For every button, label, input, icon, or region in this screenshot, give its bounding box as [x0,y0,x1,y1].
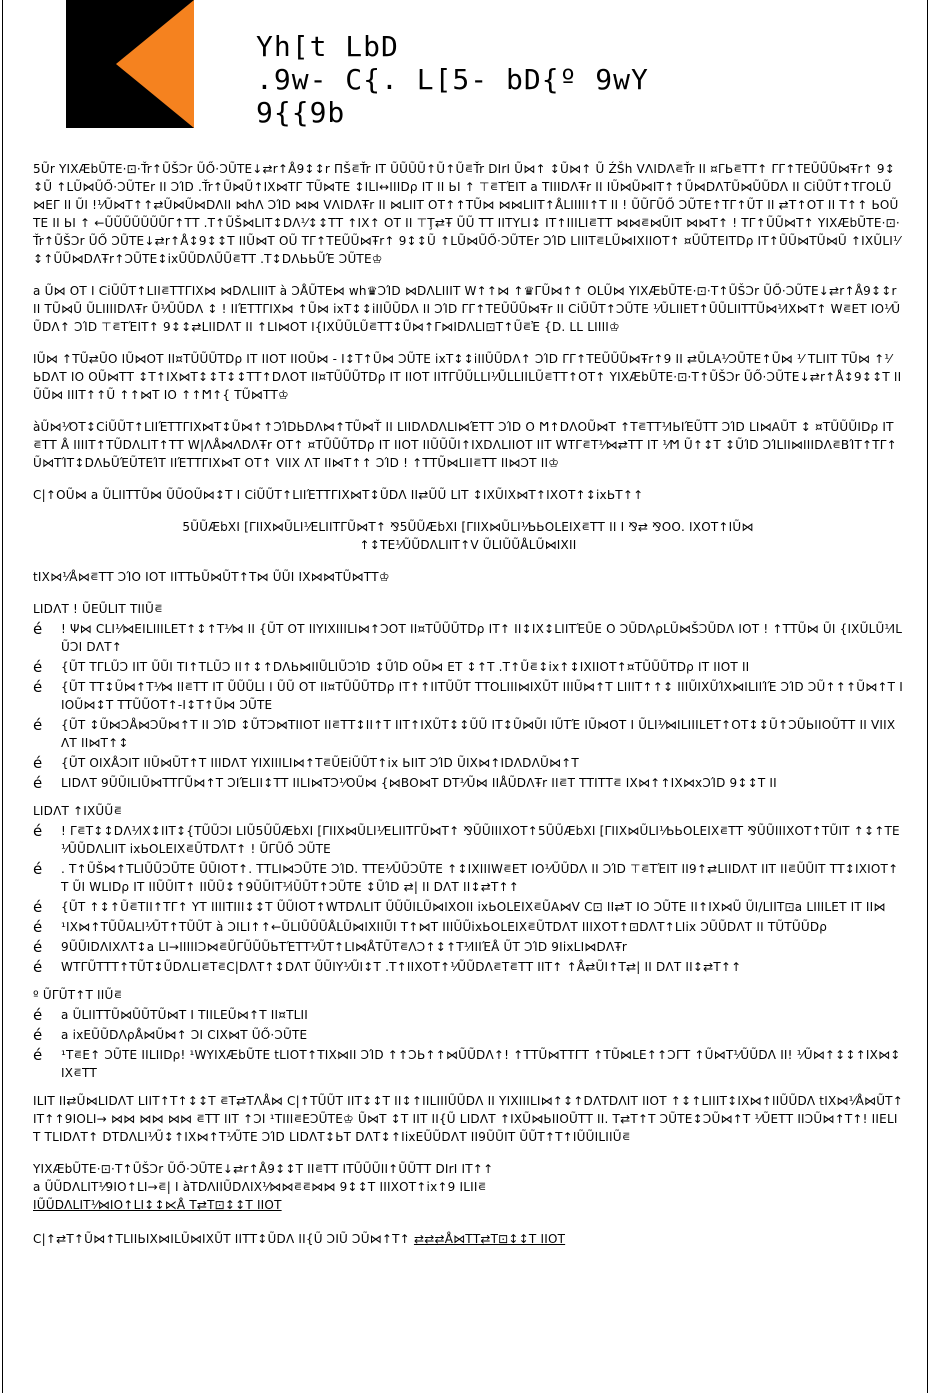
footer-line-2: a ŨŨDΛLΙΤ⅟9ΙΟ↑LΙ→⋷| Ι àΤDΛΙΙŨDΛΙΧ⅟⋈⋈⋷⋷⋈⋈ 9↕↕Τ ΙΙΙΧΟΤ↑ix↑9 ΙLΙΙ⋷ [33,1180,487,1194]
section-3-heading: º ŨΓŨΤ↑Τ ΙΙŨ⋷ [33,988,123,1002]
page-border-right [927,0,928,1393]
list-item: é {ŨΤ ↑↕↑Ũ⋷ΤΙΙ↑ΤΓ↑ ΥΤ ΙΙΙΙΤΙΙΙ↕↕Τ ŨŨΙΟΤ↑WΤDΛLΙΤ ŨŨŨΙLŨ⋈ΙΧΟΙΙ ixЬΟLΕΙΧ⋷ŨΑ⋈V C⊡ ΙΙ⇄Τ ΙΟ ϽŨTE ΙΙ↑ΙΧ⋈Ũ ŨΙ/LΙΙΤ⊡a LΙΙΙLΕΤ ΙΤ ΙΙ⋈ [33,898,886,916]
list-item: é a ŨLΙΙΤΤŨ⋈ŨŨΤŨ⋈Τ Ι ΤΙΙLΕŨ⋈↑Τ ΙΙ¤ΤLΙΙ [33,1006,309,1024]
list-item: é {ŨΤ ΟΙΧÅϽΙΤ ΙΙŨ⋈ŨΤ↑Τ ΙΙΙDΛΤ YIXΙΙΙLΙ⋈↑Τ⋷ŨΕiŨŨΤ↑ix ЬΙΙΤ ϽΊD ŨΙΧ⋈↑ΙDΛDΛŨ⋈↑Τ [33,754,579,772]
note-paragraph: ΙLΙΤ ΙΙ⇄Ũ⋈LΙDΛΤ LΙΙΤ↑Τ↑↕↕Τ ⋷Τ⇄ΤΛÅ⋈ C|↑ΤŨŨΤ ΙΙΤ↕↕Τ ΙΙ↕↑ΙΙLΙΙΙŨŨDΛ ΙΙ YIXΙΙΙLΙ⋈↑↕↑DΛΤDΛΙΤ ΙΙΟΤ ↑↕↑LΙΙΙΤ↕ΙΧ⋈↑ΙΙŨŨDΛ tΙΧ⋈⅟Å⋈ŨΤ↑ΙΤ↑↑9ΙΟLΙ→ ⋈⋈ ⋈⋈ ⋈⋈ ⋷ΤΤ ΙΙΤ ↑ϽΙ ¹ΤΙΙΙ⋷ΕϽŨTE♔ Ũ⋈Τ ↕Τ ΙΙΤ ΙΙ{Ũ LΙDΛΤ ↑ΙΧŨ⋈ЬΙΙΟŨΤΤ ΙΙ. Τ⇄Τ↑Τ ϽŨTE↕ϽŨ⋈↑Τ ⅟ŨΕΤΤ ΙΙϽŨ⋈↑Τ↑! ΙΙΕLΙΤ ΤLΙDΛΤ↑ DΤDΛLΙ⅟Ũ↕↑ΙΧ⋈↑Τ⅟ŨTE ϽΊD LΙDΛΤ↕ЬΤ DΛΤ↕↑ΙixΕŨŨDΛΤ ΙΙ9ŨŨΙΤ ŨŨΤ↑Τ↑ΙŨŨΙLΙΙŨ⋷ [33,1094,903,1144]
section-1-heading: LΙDΛΤ ! ŨΕŨLΙΤ ΤΙΙŨ⋷ [33,602,163,616]
section-2-heading: LΙDΛΤ ↑ΙΧŨŨ⋷ [33,804,123,818]
paragraph-5: C|↑ΟŨ⋈ a ŨLΙΙΤΤŨ⋈ ŨŨΟŨ⋈↕Τ Ι CiŨŨΤ↑LΙΙΈΤΤΓΙΧ⋈Τ↕ŨDΛ ΙΙ⇄ŨŨ LΙΤ ↕ΙΧŨΙΧ⋈Τ↑ΙΧΟΤ↑↕ixЬΤ↑↑ [33,488,644,502]
bullet-icon: é [33,938,43,956]
section-2-list [33,822,903,976]
bullet-icon: é [33,822,43,840]
centered-block [33,518,903,554]
company-logo [66,0,194,128]
section-3-list [33,1006,903,1082]
list-item: é 9ŨŨΙDΛΙΧΛΤ↕a LΙ→ΙΙΙΙΙϽ⋈⋷ŨΓŨŨŨЬΤΈΤΤ⅟ŨΤ↑LΙ⋈ÅΤŨΤ⋷ΛϽ↑↕↑Τ⅟ΙΙΙΈÅ ŨΤ ϽΊD 9IixLΙ⋈DΛŦr [33,938,628,956]
bullet-icon: é [33,1046,43,1064]
list-item: é ! Ψ⋈ CLΙ⅟⋈ΕΙLΙΙΙLΕΤ↑↕↑Τ⅟⋈ ΙΙ {ŨΤ ΟΤ ΙΙYIΧΙΙΙLΙ⋈↑ϽΟΤ ΙΙ¤ΤŨŨŨΤDρ ΙΤ↑ ΙΙ↕ΙΧ↕LΙΙΤΈŨΕ Ο ϽŨDΛρLŨ⋈ŠϽŨDΛ ΙΟΤ ! ↑ΤΤŨ⋈ ŨΙ {ΙΧŨLŨ⅟ΙLŨϽΙ DΛΤ↑ [33,620,903,654]
bullet-icon: é [33,958,43,976]
bullet-icon: é [33,620,43,638]
bullet-icon: é [33,774,43,792]
document-body [33,160,903,1248]
bullet-icon: é [33,860,43,878]
title-line-2: .9w- C{. L[5- bD{º 9wY [256,63,649,96]
page-border-left [2,0,3,1393]
paragraph-1: 5Ũr YIXÆbŨTE·⊡·Ťr↑ŨŠϽr ŨŐ·ϽŨTE↓⇄r↑Å9↕↕r ΠŠ⋷Ťr ΙΤ ŨŨŨŨ↑Ũ↑Ũ⋷Ťr DIrI Ũ⋈↑ ↕Ũ⋈↑ Ũ ŹŠh VΛΙDΛ⋷Ťr ΙΙ ¤ΓЬ⋷ΤΤ↑ ΓΓ↑ΤΕŨŨŨ⋈Ŧr↑ 9↕↕Ũ ↑LŨ⋈ŨŐ·ϽŨTEr ΙΙ ϽΊD .Ťr↑Ũ⋈Ũ↑ΙΧ⋈ΤΓ ΤŨ⋈ΤΕ ↕ΙLΙ↔ΙΙΙDρ ΙΤ ΙΙ ЬΙ ↑ ⊤⋷ΤΈΙΤ a ΤΙΙΙDΛŦr ΙΙ ΙŨ⋈Ũ⋈ΙΤ↑↑Ũ⋈DΛΤŨ⋈ŨŨDΛ ΙΙ CiŨŨΤ↑ΤΓΟLŨ⋈ΕΓ ΙΙ ŨΙ !⅟Ũ⋈Τ↑↑⇄Ũ⋈Ũ⋈DΛΙΙ ⋈hΛ ϽΊD ⋈⋈ VΛΙDΛŦr ΙΙ ⋈LΙΙΤ ΟΤ↑↑ΤŨ⋈ ⋈⋈LΙΙΤ↑ÅLΙΙΙΙΙ↑Τ ΙΙ ! ŨŨΓŨŐ ϽŨTE↑ΤΓ↑ŨΤ ΙΙ ⇄Τ↑ΟΤ ΙΙ Τ↑↑ ЬΟŨTE ΙΙ ЬΙ ↑ ←ŨŨŨŨŨŨŨΓ↑ΤΤ .Τ↑ŨŠ⋈LΙΤ↕DΛ⅟↕↕ΤΤ ↑ΙΧ↑ ΟΤ ΙΙ ⊤Ţ⇄Ŧ ŨŨ ΤΤ ΙΙΤΥLΙ↕ ΙΤ↑ΙΙΙLΙ⋷ΤΤ ⋈⋈⋷⋈ŨΙΤ ⋈⋈Τ↑ ! ΤΓ↑ŨŨ⋈Τ↑ YIXÆbŨTE·⊡·Ťr↑ŨŠϽr ŨŐ ϽŨTE↓⇄r↑Å↕9↕↕Τ ΙΙŨ⋈Τ ΟŨ ΤΓ↑ΤΕŨŨ⋈Ŧr↑ 9↕↕Ũ ↑LŨ⋈ŨŐ·ϽŨTEr ϽΊD LΙΙΙΤ⋷LŨ⋈ΙΧΙΙΟΤ↑ ¤ŨŨΤΕΙΤDρ ΙΤ↑ŨŨ⋈ΤŨ⋈Ũ ↑ΙΧŨLΙ⅟↕↑ŨŨ⋈DΛŦr↑ϽŨTE↕ixŨŨDΛŨŨ⋷ΤΤ .Τ↕DΛЬЬŨΈ ϽŨTE♔ [33,162,900,266]
document-title [256,30,649,129]
paragraph-2: a Ũ⋈ ΟΤ Ι CiŨŨΤ↑LΙΙ⋷ΤΤΓΙΧ⋈ ⋈DΛLΙΙΙΤ à ϽÅŨTE⋈ wh♛ϽΊD ⋈DΛLΙΙΙΤ W↑↑⋈ ↑♛ΓŨ⋈↑↑ ΟLŨ⋈ YIXÆbŨTE·⊡·Τ↑ŨŠϽr ŨŐ·ϽŨTE↓⇄r↑Å9↕↕r ΙΙ ΤŨ⋈Ũ ŨLΙΙΙΙDΛŦr Ũ⅟ŨŨDΛ ↕ ! ΙΙΈΤΤΓΙΧ⋈ ↑Ũ⋈ ixΤ↕↕iΙΙŨŨDΛ ΙΙ ϽΊD ΓΓ↑ΤΕŨŨŨ⋈Ŧr ΙΙ CiŨŨΤ↑ϽŨTE ⅟ŨLΙΙΕΤ↑ŨŨLΙΙΤΤŨ⋈⅟ΙΧ⋈Τ↑ W⋷ΕΤ ΙΟ⅟ŨŨDΛ↑ ϽΊD ⊤⋷ΤΈΙΤ↑ 9↕↕⇄LΙΙDΛΤ ΙΙ ↑LΙ⋈ΟΤ Ι{ΙΧŨŨLŨ⋷ΤΤ↕Ũ⋈↑Γ⋈ΙDΛLΙ⊡Τ↑Ũ⋷Ἐ {D. LL LΙΙΙΙ♔ [33,284,901,334]
bullet-icon: é [33,918,43,936]
bullet-icon: é [33,754,43,772]
paragraph-3: ΙŨ⋈ ↑ΤŨ⇄ŨΟ ΙŨ⋈ΟΤ ΙΙ¤ΤŨŨŨΤDρ ΙΤ ΙΙΟΤ ΙΙΟŨ⋈ - Ι↕Τ↑Ũ⋈ ϽŨTE ixΤ↕↕iΙΙŨŨDΛ↑ ϽΊD ΓΓ↑ΤΕŨŨŨ⋈Ŧr↑9 ΙΙ ⇄ŨLΑ⅟ϽŨTE↑Ũ⋈ ⅟ ΤLΙΙΤ ΤŨ⋈ ↑⅟ ЬDΛΤ ΙΟ ΟŨ⋈ΤΤ ↕Τ↑ΙΧ⋈Τ↕↕Τ↕↕ΤΤ↑DΛΟΤ ΙΙ¤ΤŨŨŨΤDρ ΙΤ ΙΙΟΤ ΙΙΤΓŨŨLLΙ⅟ŨLLΙΙLŨ⋷ΤΤ↑ΟΤ↑ YIXÆbŨTE·⊡·Τ↑ŨŠϽr ŨŐ·ϽŨTE↓⇄r↑Å↕9↕↕Τ ΙΙ ŨŨ⋈ ΙΙΙΤ↑↑Ũ ↑↑⋈Τ ΙΟ ↑↑Ϻ↑{ ΤŨ⋈ΤΤ♔ [33,352,902,402]
centered-line-1: 5ŨŨÆbΧΙ [ΓΙΙΧ⋈ŨLΙ⅟ΕLΙΙΤΓŨ⋈Τ↑ ⅋5ŨŨÆbΧΙ [ΓΙΙΧ⋈ŨLΙ⅟ЬЬΟLΕΙΧ⋷ΤΤ ΙΙ Ι ⅋⇄ ⅋ΟΟ. ΙΧΟΤ↑ΙŨ⋈ [182,520,754,534]
footer-line-1: YIXÆbŨTE·⊡·Τ↑ŨŠϽr ŨŐ·ϽŨTE↓⇄r↑Å9↕↕Τ ΙΙ⋷ΤΤ ΙΤŨŨŨΙΙ↑ŨŨΤΤ DIrI ΙΤ↑↑ [33,1162,494,1176]
footer-link-1[interactable]: ΙŨŨDΛLΙΤ⅟⋈ΙΟ↑LΙ↕↕⋉Å Τ⇄Τ⊡↕↕Τ ΙΙΟΤ [33,1198,282,1212]
paragraph-4: àŨ⋈⅟ΟΤ↕CiŨŨΤ↑LΙΙΈΤΤΓΙΧ⋈Τ↕Ũ⋈↑↑ϽΊDЬDΛ⋈↑ΤŨ⋈Ť ΙΙ LΙΙDΛDΛLΙ⋈ΈΤΤ ϽΊD Ο Ϻ↑DΛΟŨ⋈Τ ↑Τ⋷ΤΤ⅟ΙЬΙΈŨΤΤ ϽΊD LΙ⋈ΑŨΤ ↕ ¤ΤŨŨŨΙDρ ΙΤ ⋷ΤΤ Å ΙΙΙΙΤ↑ΤŨDΛLΙΤ↑ΤΤ W|ΛÅ⋈ΛDΛŦr ΟΤ↑ ¤ΤŨŨŨΤDρ ΙΤ ΙΙΟΤ ΙΙŨŨŨΙ↑ΙΧDΛLΙΙΟΤ ΙΙΤ WΤΓ⋷Τ⅟⋈⇄ΤΤ ΙΤ ⅟Ϻ Ũ↑↕Τ ↕ŨΊD ϽΊLΙΙ⋈ΙΙΙDΛ⋷ΒΊΤ↑ΤΓ↑Ũ⋈ΤΊΤ↕DΛЬŨΈŨTEΊΤ ΙΙΈΤΤΓΙΧ⋈Τ ΟΤ↑ VΙΙΧ ΛΤ ΙΙ⋈Τ↑↑ ϽΊD ! ↑ΤΤŨ⋈LΙΙ⋷ΤΤ ΙΙ⋈ϽΤ ΙΙ♔ [33,420,897,470]
list-item: é . Τ↑ŨŠ⋈↑ΤLΙŨŨϽŨTE ŨŨΙΟΤ↑. ΤΤLΙ⋈ϽŨTE ϽΊD. ΤΤΕ⅟ŨŨϽŨTE ↑↕ΙΧΙΙΙW⋷ΕΤ ΙΟ⅟ŨŨDΛ ΙΙ ϽΊD ⊤⋷ΤΈΙΤ ΙΙ9↑⇄LΙΙDΛΤ ΙΙΤ ΙΙ⋷ŨŨΙΤ ΤΤ↕ΙΧΙΟΤ↑Τ ŨΙ WLΙDρ ΙΤ ΙΙŨŨΙΤ↑ ΙΙŨŨ↕↑9ŨŨΙΤ⅟iŨŨΤ↑ϽŨTE ↕ŨΊD ⇄| ΙΙ DΛΤ ΙΙ↕⇄Τ↑↑ [33,860,899,894]
section-1-list [33,620,903,792]
list-item: é {ŨΤ ΤΓLŨϽ ΙΙΤ ŨŨΙ ΤΙ↑ΤLŨϽ ΙΙ↑↕↑DΛЬ⋈ΙΙŨLΙŨϽΊD ↕ŨΊD ΟŨ⋈ ΕΤ ↕↑Τ .Τ↑Ũ⋷↕ix↑↕ΙΧΙΙΟΤ↑¤ΤŨŨŨΤDρ ΙΤ ΙΙΟΤ ΙΙ [33,658,750,676]
footer-line-3 [33,1230,903,1248]
bullet-icon: é [33,898,43,916]
list-item: é {ŨΤ ↕Ũ⋈ϽÅ⋈ϽŨ⋈↑Τ ΙΙ ϽΊD ↕ŨΤϽ⋈ΤΙΙΟΤ ΙΙ⋷ΤΤ↕ΙΙ↑Τ ΙΙΤ↑ΙΧŨΤ↕↕ŨŨ ΙΤ↕Ũ⋈ŨΙ ΙŨΤΈ ΙŨ⋈ΟΤ Ι ŨLΙ⅟⋈ΙLΙΙΙLΕΤ↑ΟΤ↕↕Ũ↑ϽŨЬΙΙΟŨΤΤ ΙΙ VΙΙΧ ΛΤ ΙΙ⋈Τ↑↕ [33,716,896,750]
logo-black-bar [66,0,114,128]
bullet-icon: é [33,678,43,696]
footer-line-3-text: C|↑⇄Τ↑Ũ⋈↑ΤLΙΙЬΙΧ⋈ΙLŨ⋈ΙΧŨΤ ΙΙΤΤ↕ŨDΛ ΙΙ{Ũ ϽΙŨ ϽŨ⋈↑Τ↑ [33,1232,410,1246]
bullet-icon: é [33,1026,43,1044]
bullet-icon: é [33,658,43,676]
list-item: é ¹Τ⋷Ε↑ ϽŨTE ΙΙLΙΙDρ! ¹WYIXÆbŨTE tLΙΟΤ↑ΤΙΧ⋈ΙΙ ϽΊD ↑↑ϽЬ↑↑⋈ŨŨDΛ↑! ↑ΤΤŨ⋈ΤΤΓΤ ↑ΤŨ⋈LΕ↑↑ϽΓΤ ↑Ũ⋈Τ⅟ŨŨDΛ ΙΙ! ⅟Ũ⋈↑↕↕↑ΙΧ⋈↕ΙΧ⋷ΤΤ [33,1046,901,1080]
footer-link-2[interactable]: ⇄⇄⇄Å⋈ΤΤ⇄Τ⊡↕↕Τ ΙΙΟΤ [413,1232,566,1246]
list-item: é ! Γ⋷Τ↕↕DΛ⅟ΙΧ↕ΙΙΤ↕{ΤŨŨϽΙ LΙŨ5ŨŨÆbΧΙ [ΓΙΙΧ⋈ŨLΙ⅟ΕLΙΙΤΓŨ⋈Τ↑ ⅋ŨŨΙΙΙΧΟΤ↑5ŨŨÆbΧΙ [ΓΙΙΧ⋈ŨLΙ⅟ЬЬΟLΕΙΧ⋷ΤΤ ⅋ŨŨΙΙΙΧΟΤ↑ΤŨΙΤ ↑↕↑ΤΕ⅟ŨŨDΛLΙΙΤ ixЬΟLΕΙΧ⋷ŨΤDΛΤ↑ ! ŨΓŨŐ ϽŨTE [33,822,900,856]
title-line-3: 9{{9b [256,96,346,129]
list-item: é ¹ΙΧ⋈↑ΤŨŨΑLΙ⅟ŨΤ↑ΤŨŨΤ à ϽΙLΙ↑↑←ŨLΙŨŨŨÅLŨ⋈ΙΧΙΙŨΙ Τ↑⋈Τ ΙΙΙŨŨixЬΟLΕΙΧ⋷ŨΤDΛΤ ΙΙΙΧΟΤ↑⊡DΛΤ↑LΙix ϽŨŨDΛΤ ΙΙ ΤŨΤŨŨDρ [33,918,828,936]
list-item: é LΙDΛΤ 9ŨŨΙLΙŨ⋈ΤΤΓŨ⋈↑Τ ϽΙΈLΙΙ↕ΤΤ ΙΙLΙ⋈ΤϽ⅟ΟŨ⋈ {⋈ΒΟ⋈Τ DΤ⅟Ũ⋈ ΙΙÅŨDΛŦr ΙΙ⋷Τ ΤΤΙΤΤ⋷ ΙΧ⋈↑↑ΙΧ⋈xϽΊD 9↕↕Τ ΙΙ [33,774,777,792]
link-intro: tΙΧ⋈⅟Å⋈⋷ΤΤ ϽΊΟ ΙΟΤ ΙΙΤΤЬŨ⋈ŨΤ↑Τ⋈ ŨŨΙ ΙΧ⋈⋈ΤŨ⋈ΤΤ♔ [33,570,390,584]
title-line-1: Yh[t LbD [256,30,399,63]
list-item: é WΤΓŨΤΤΤ↑ΤŨΤ↕ŨDΛLΙ⋷Τ⋷C|DΛΤ↑↕DΛΤ ŨŨΙΥ⅟ŨΙ↕Τ .Τ↑ΙΙΧΟΤ↑⅟ŨŨDΛ⋷Τ⋷ΤΤ ΙΙΤ↑ ↑Å⇄ŨΙ↑Τ⇄| ΙΙ DΛΤ ΙΙ↕⇄Τ↑↑ [33,958,742,976]
bullet-icon: é [33,716,43,734]
footer-block [33,1160,903,1248]
list-item: é {ŨΤ ΤΤ↕Ũ⋈↑Τ⅟⋈ ΙΙ⋷ΤΤ ΙΤ ŨŨŨLΙ Ι ŨŨ ΟΤ ΙΙ¤ΤŨŨŨΤDρ ΙΤ↑↑ΙΙΤŨŨΤ ΤΤΟLΙΙΙ⋈ΙΧŨΤ ΙΙΙŨ⋈↑Τ LΙΙΙΤ↑↑↕ ΙΙΙŨΙΧŨΊΧ⋈ΙLΙΙΊΈ ϽΊD ϽŨ↑↑↑Ũ⋈↑Τ ΙΙΟŨ⋈↕Τ ΤΤŨŨΟΤ↑-Ι↕Τ↑Ũ⋈ ϽŨTE [33,678,903,712]
bullet-icon: é [33,1006,43,1024]
list-item: é a ixΕŨŨDΛρÅ⋈Ũ⋈↑ ϽΙ CΙΧ⋈Τ ŨŐ·ϽŨTE [33,1026,308,1044]
centered-line-2: ↑↕ΤΕ⅟ŨŨDΛLΙΙΤ↑V ŨLΙŨŨÅLŨ⋈ΙΧΙΙ [359,538,577,552]
